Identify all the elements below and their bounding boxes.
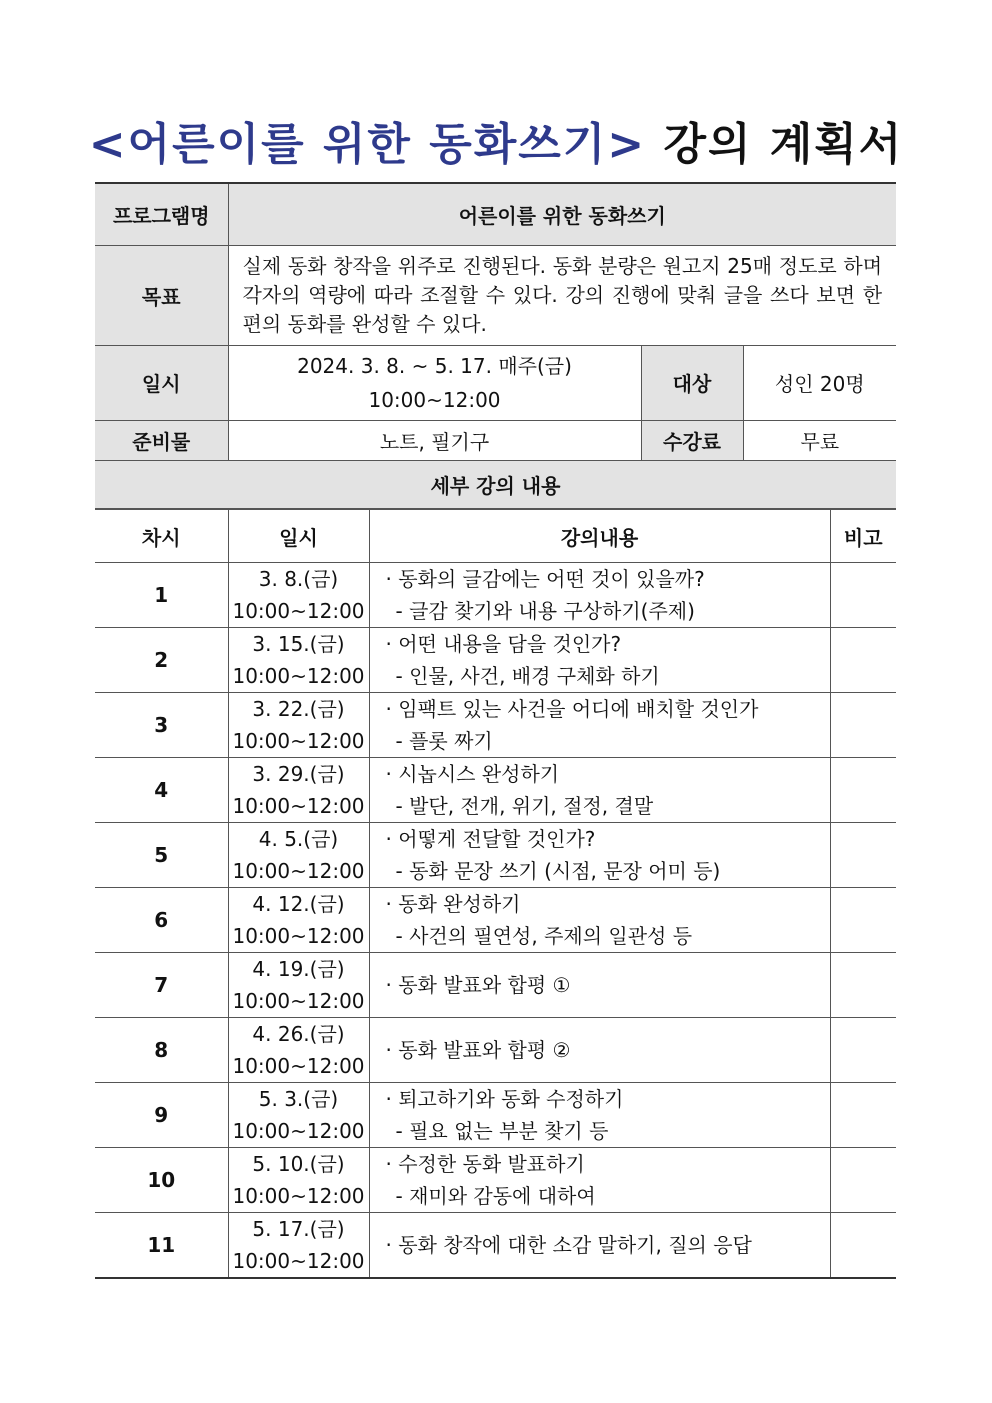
title-doc-type: 강의 계획서 bbox=[663, 119, 904, 170]
session-number: 9 bbox=[95, 1083, 228, 1148]
session-date bbox=[228, 1148, 369, 1213]
session-day: 4. 12.(금) bbox=[252, 892, 345, 916]
session-day: 5. 10.(금) bbox=[252, 1152, 345, 1176]
session-content bbox=[369, 1148, 830, 1213]
session-date bbox=[228, 1018, 369, 1083]
session-content bbox=[369, 823, 830, 888]
session-content bbox=[369, 888, 830, 953]
table-row bbox=[95, 953, 896, 1018]
target-value: 성인 20명 bbox=[743, 345, 896, 420]
table-row bbox=[95, 1018, 896, 1083]
session-date bbox=[228, 1213, 369, 1279]
session-content bbox=[369, 628, 830, 693]
session-content bbox=[369, 758, 830, 823]
session-note bbox=[830, 693, 896, 758]
course-info-table bbox=[95, 182, 896, 509]
header-note: 비고 bbox=[830, 510, 896, 563]
session-time: 10:00~12:00 bbox=[232, 989, 365, 1013]
fee-value: 무료 bbox=[743, 420, 896, 460]
date-value bbox=[228, 345, 641, 420]
session-date bbox=[228, 823, 369, 888]
date-label: 일시 bbox=[95, 345, 228, 420]
supplies-label: 준비물 bbox=[95, 420, 228, 460]
session-day: 3. 15.(금) bbox=[252, 632, 345, 656]
session-date bbox=[228, 693, 369, 758]
detail-header: 세부 강의 내용 bbox=[95, 460, 896, 508]
session-time: 10:00~12:00 bbox=[232, 1119, 365, 1143]
session-time: 10:00~12:00 bbox=[232, 1054, 365, 1078]
session-time: 10:00~12:00 bbox=[232, 794, 365, 818]
table-row bbox=[95, 1148, 896, 1213]
session-time: 10:00~12:00 bbox=[232, 599, 365, 623]
session-content bbox=[369, 693, 830, 758]
session-note bbox=[830, 628, 896, 693]
session-note bbox=[830, 563, 896, 628]
session-time: 10:00~12:00 bbox=[232, 1184, 365, 1208]
session-content bbox=[369, 1018, 830, 1083]
fee-label: 수강료 bbox=[641, 420, 743, 460]
table-row bbox=[95, 1083, 896, 1148]
content-main: · 퇴고하기와 동화 수정하기 bbox=[385, 1087, 624, 1111]
session-date bbox=[228, 1083, 369, 1148]
date-range: 2024. 3. 8. ~ 5. 17. 매주(금) bbox=[297, 353, 572, 378]
session-note bbox=[830, 823, 896, 888]
goal-value: 실제 동화 창작을 위주로 진행된다. 동화 분량은 원고지 25매 정도로 하며 각자의 역량에 따라 조절할 수 있다. 강의 진행에 맞춰 글을 쓰다 보면 한 편의 동화를 완성할 수 있다. bbox=[228, 245, 896, 345]
document-title bbox=[0, 108, 992, 172]
content-sub: - 발단, 전개, 위기, 절정, 결말 bbox=[395, 794, 654, 818]
session-day: 3. 29.(금) bbox=[252, 762, 345, 786]
session-day: 4. 5.(금) bbox=[258, 827, 339, 851]
content-sub: - 플롯 짜기 bbox=[395, 729, 493, 753]
target-label: 대상 bbox=[641, 345, 743, 420]
session-day: 4. 26.(금) bbox=[252, 1022, 345, 1046]
session-number: 7 bbox=[95, 953, 228, 1018]
session-date bbox=[228, 563, 369, 628]
session-number: 11 bbox=[95, 1213, 228, 1279]
session-day: 3. 22.(금) bbox=[252, 697, 345, 721]
session-number: 5 bbox=[95, 823, 228, 888]
program-label: 프로그램명 bbox=[95, 183, 228, 245]
header-content: 강의내용 bbox=[369, 510, 830, 563]
content-main: · 동화 완성하기 bbox=[385, 892, 521, 916]
content-sub: - 재미와 감동에 대하여 bbox=[395, 1184, 596, 1208]
session-number: 3 bbox=[95, 693, 228, 758]
schedule-table bbox=[95, 509, 896, 1279]
content-main: · 어떤 내용을 담을 것인가? bbox=[385, 632, 622, 656]
content-sub: - 사건의 필연성, 주제의 일관성 등 bbox=[395, 924, 693, 948]
table-row bbox=[95, 758, 896, 823]
content-main: · 동화의 글감에는 어떤 것이 있을까? bbox=[385, 567, 705, 591]
session-content bbox=[369, 953, 830, 1018]
content-main: · 동화 발표와 합평 ② bbox=[385, 1038, 571, 1062]
session-date bbox=[228, 888, 369, 953]
session-date bbox=[228, 758, 369, 823]
date-time: 10:00~12:00 bbox=[368, 387, 501, 412]
content-sub: - 필요 없는 부분 찾기 등 bbox=[395, 1119, 609, 1143]
content-sub: - 글감 찾기와 내용 구상하기(주제) bbox=[395, 599, 695, 623]
session-note bbox=[830, 1018, 896, 1083]
session-number: 6 bbox=[95, 888, 228, 953]
content-main: · 시놉시스 완성하기 bbox=[385, 762, 560, 786]
session-note bbox=[830, 953, 896, 1018]
session-date bbox=[228, 628, 369, 693]
session-time: 10:00~12:00 bbox=[232, 729, 365, 753]
table-row bbox=[95, 628, 896, 693]
session-day: 5. 3.(금) bbox=[258, 1087, 339, 1111]
session-note bbox=[830, 1148, 896, 1213]
content-sub: - 인물, 사건, 배경 구체화 하기 bbox=[395, 664, 660, 688]
content-sub: - 동화 문장 쓰기 (시점, 문장 어미 등) bbox=[395, 859, 721, 883]
session-time: 10:00~12:00 bbox=[232, 859, 365, 883]
table-row bbox=[95, 888, 896, 953]
session-content bbox=[369, 1213, 830, 1279]
content-main: · 동화 발표와 합평 ① bbox=[385, 973, 571, 997]
session-note bbox=[830, 1083, 896, 1148]
session-number: 2 bbox=[95, 628, 228, 693]
content-main: · 어떻게 전달할 것인가? bbox=[385, 827, 596, 851]
session-content bbox=[369, 563, 830, 628]
content-main: · 수정한 동화 발표하기 bbox=[385, 1152, 585, 1176]
session-day: 3. 8.(금) bbox=[258, 567, 339, 591]
session-day: 4. 19.(금) bbox=[252, 957, 345, 981]
session-time: 10:00~12:00 bbox=[232, 664, 365, 688]
session-content bbox=[369, 1083, 830, 1148]
table-row bbox=[95, 693, 896, 758]
table-row bbox=[95, 563, 896, 628]
header-date: 일시 bbox=[228, 510, 369, 563]
session-time: 10:00~12:00 bbox=[232, 924, 365, 948]
session-number: 10 bbox=[95, 1148, 228, 1213]
session-number: 8 bbox=[95, 1018, 228, 1083]
program-value: 어른이를 위한 동화쓰기 bbox=[228, 183, 896, 245]
title-course-name: <어른이를 위한 동화쓰기> bbox=[88, 119, 647, 170]
session-number: 1 bbox=[95, 563, 228, 628]
table-row bbox=[95, 823, 896, 888]
schedule-header-row bbox=[95, 510, 896, 563]
session-day: 5. 17.(금) bbox=[252, 1217, 345, 1241]
session-note bbox=[830, 888, 896, 953]
supplies-value: 노트, 필기구 bbox=[228, 420, 641, 460]
session-date bbox=[228, 953, 369, 1018]
session-note bbox=[830, 1213, 896, 1279]
content-main: · 임팩트 있는 사건을 어디에 배치할 것인가 bbox=[385, 697, 759, 721]
table-row bbox=[95, 1213, 896, 1279]
session-time: 10:00~12:00 bbox=[232, 1249, 365, 1273]
session-number: 4 bbox=[95, 758, 228, 823]
goal-label: 목표 bbox=[95, 245, 228, 345]
session-note bbox=[830, 758, 896, 823]
header-session: 차시 bbox=[95, 510, 228, 563]
content-main: · 동화 창작에 대한 소감 말하기, 질의 응답 bbox=[385, 1233, 752, 1257]
